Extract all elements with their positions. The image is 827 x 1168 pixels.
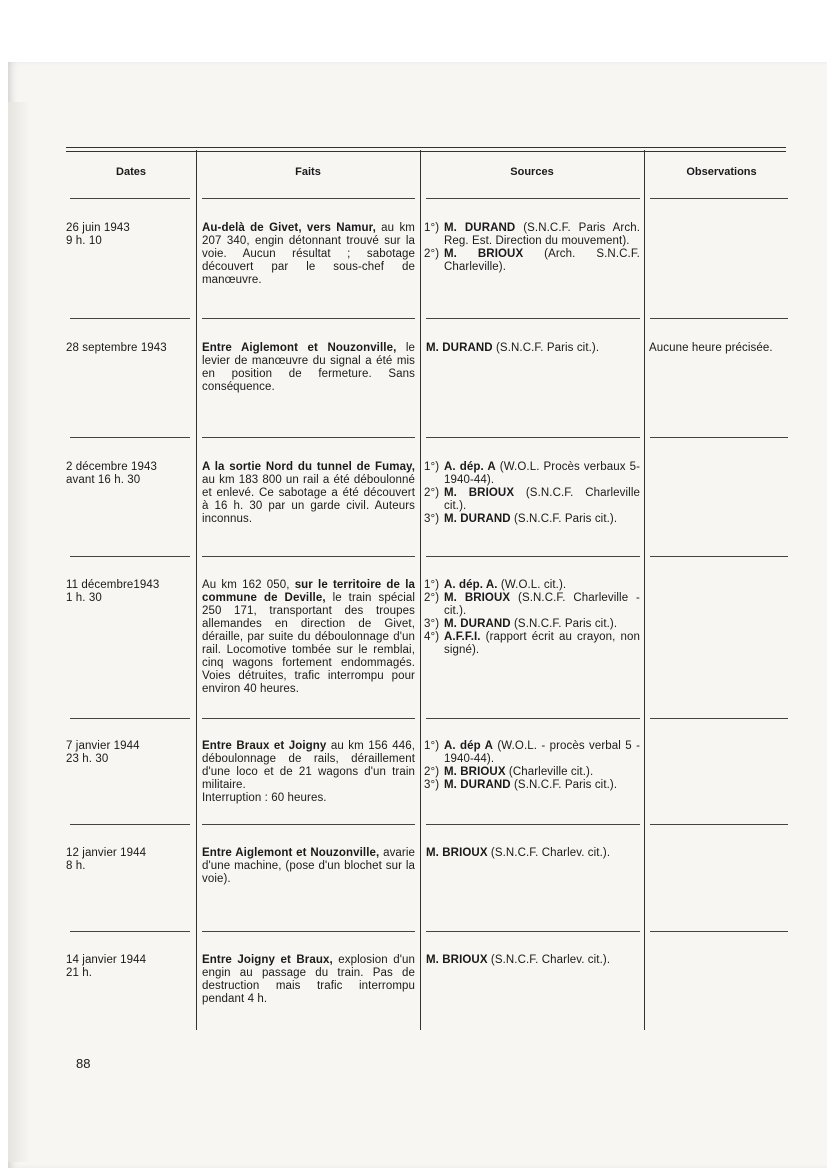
source-item (424, 248, 640, 274)
column-divider-3 (644, 150, 645, 1030)
table-row-date (66, 222, 192, 248)
row-separator-line (426, 824, 640, 825)
row-separator-line (202, 318, 415, 319)
table-row-sources (426, 847, 642, 860)
time-text: 9 h. 10 (66, 235, 102, 247)
source-detail: (S.N.C.F. Paris cit.). (510, 779, 618, 791)
page-gutter (8, 102, 30, 1162)
place-text: Entre Braux et Joigny (202, 740, 327, 752)
row-separator-line (650, 931, 788, 932)
source-name: M. DURAND (444, 222, 516, 234)
source-number: 1°) (424, 579, 440, 591)
source-detail: (W.O.L. Procès verbaux 5-1940-44). (444, 461, 640, 486)
row-separator-line (650, 556, 788, 557)
row-separator-line (70, 931, 190, 932)
place-text: Au-delà de Givet, vers Namur, (202, 222, 376, 234)
time-text: 8 h. (66, 860, 86, 872)
place-text: A la sortie Nord du tunnel de Fumay, (202, 461, 415, 473)
source-item (424, 631, 640, 657)
table-row-faits (202, 847, 415, 886)
row-separator-line (202, 824, 415, 825)
event-text: au km 156 446, déboulonnage de rails, déraillement d'une loco et de 21 wagons d'un train militaire. (202, 740, 415, 791)
source-item (424, 592, 640, 618)
date-text: 11 décembre1943 (66, 579, 160, 591)
table-row-faits (202, 222, 415, 287)
header-sources: Sources (510, 166, 554, 178)
source-number: 3°) (424, 513, 440, 525)
source-name: M. BRIOUX (426, 954, 488, 966)
source-name: M. DURAND (444, 779, 511, 791)
event-text: au km 207 340, engin détonnant trouvé sur la voie. Aucun résultat ; sabotage découvert par le sous-chef de manœuvre. (202, 222, 415, 286)
row-separator-line (426, 318, 640, 319)
source-number: 4°) (424, 631, 440, 643)
table-row-date (66, 740, 192, 766)
source-item (424, 766, 640, 779)
source-name: A. dép. A (444, 461, 496, 473)
row-separator-line (426, 437, 640, 438)
event-text: le levier de manœuvre du signal a été mis en position de fermeture. Sans conséquence. (202, 342, 416, 393)
place-text: Entre Aiglemont et Nouzonville, (202, 847, 380, 859)
date-text: 26 juin 1943 (66, 222, 130, 234)
source-detail: (S.N.C.F. Paris cit.). (492, 342, 600, 354)
table-top-rule (66, 147, 786, 148)
source-detail: (rapport écrit au crayon, non signé). (444, 631, 640, 656)
row-separator-line (426, 931, 640, 932)
row-separator-line (650, 824, 788, 825)
source-name: M. DURAND (444, 513, 511, 525)
source-detail: (S.N.C.F. Charlev. cit.). (487, 847, 611, 859)
row-separator-line (70, 556, 190, 557)
row-separator-line (70, 318, 190, 319)
event-text: explosion d'un engin au passage du train. Pas de destruction mais trafic interrompu pendant 4 h. (202, 954, 415, 1005)
date-text: 14 janvier 1944 (66, 954, 147, 966)
source-number: 2°) (424, 487, 440, 499)
row-separator-line (70, 198, 190, 199)
source-detail: (S.N.C.F. Paris Arch. Reg. Est. Direction du mouvement). (444, 222, 641, 247)
row-separator-line (70, 437, 190, 438)
row-separator-line (202, 556, 415, 557)
source-name: M. BRIOUX (444, 248, 524, 260)
source-number: 1°) (424, 461, 440, 473)
column-divider-1 (196, 150, 197, 1030)
page-number: 88 (76, 1056, 91, 1071)
time-text: avant 16 h. 30 (66, 474, 141, 486)
row-separator-line (650, 437, 788, 438)
source-detail: (S.N.C.F. Paris cit.). (510, 618, 618, 630)
source-number: 1°) (424, 222, 440, 234)
row-separator-line (70, 824, 190, 825)
source-detail: (S.N.C.F. Charleville cit.). (444, 487, 640, 512)
source-item (424, 461, 640, 487)
source-item (424, 779, 640, 792)
source-number: 1°) (424, 740, 440, 752)
date-text: 12 janvier 1944 (66, 847, 147, 859)
table-row-sources (424, 222, 640, 274)
table-top-rule-double (66, 151, 786, 152)
source-number: 3°) (424, 618, 440, 630)
time-text: 1 h. 30 (66, 592, 102, 604)
source-item (424, 487, 640, 513)
table-row-sources (424, 579, 640, 657)
table-row-faits (202, 740, 415, 805)
source-name: A.F.F.I. (444, 631, 481, 643)
source-number: 3°) (424, 779, 440, 791)
source-number: 2°) (424, 766, 440, 778)
source-detail: (W.O.L. - procès verbal 5 - 1940-44). (444, 740, 641, 765)
row-separator-line (650, 198, 788, 199)
row-separator-line (650, 318, 788, 319)
table-row-faits (202, 579, 415, 696)
table-row-sources (424, 740, 640, 792)
source-detail: (Charleville cit.). (505, 766, 594, 778)
row-separator-line (202, 931, 415, 932)
date-text: 28 septembre 1943 (66, 342, 167, 354)
event-text: au km 183 800 un rail a été déboulonné et enlevé. Ce sabotage a été découvert à 16 h. 30 par un garde civil. Auteurs inconnus. (202, 474, 415, 525)
interruption-text: Interruption : 60 heures. (202, 792, 327, 804)
table-row-observations: Aucune heure précisée. (649, 342, 773, 354)
event-text: avarie d'une machine, (pose d'un blochet sur la voie). (202, 847, 416, 885)
table-row-faits (202, 954, 415, 1006)
date-text: 7 janvier 1944 (66, 740, 140, 752)
place-text: Entre Aiglemont et Nouzonville, (202, 342, 397, 354)
source-item (424, 618, 640, 631)
place-text: sur le territoire de la commune de Deville, (202, 579, 415, 604)
source-name: M. BRIOUX (444, 487, 515, 499)
source-name: A. dép A (444, 740, 494, 752)
place-text: Entre Joigny et Braux, (202, 954, 333, 966)
date-text: 2 décembre 1943 (66, 461, 158, 473)
table-row-sources (426, 342, 642, 355)
row-separator-line (202, 437, 415, 438)
row-separator-line (426, 556, 640, 557)
source-detail: (S.N.C.F. Charleville - cit.). (444, 592, 640, 617)
source-name: M. BRIOUX (444, 592, 511, 604)
source-item (424, 579, 640, 592)
source-detail: (Arch. S.N.C.F. Charleville). (444, 248, 640, 273)
event-intro-text: Au km 162 050, (202, 579, 295, 591)
table-row-faits (202, 342, 415, 394)
source-name: M. BRIOUX (444, 766, 506, 778)
row-separator-line (202, 718, 415, 719)
header-faits: Faits (295, 166, 321, 178)
source-item (424, 222, 640, 248)
source-detail: (S.N.C.F. Charlev. cit.). (487, 954, 611, 966)
source-item (424, 513, 640, 526)
table-row-sources (424, 461, 640, 526)
time-text: 23 h. 30 (66, 753, 109, 765)
row-separator-line (202, 198, 415, 199)
row-separator-line (70, 718, 190, 719)
source-detail: (S.N.C.F. Paris cit.). (510, 513, 618, 525)
source-name: M. DURAND (426, 342, 493, 354)
source-number: 2°) (424, 592, 440, 604)
source-detail: (W.O.L. cit.). (497, 579, 567, 591)
source-item (424, 740, 640, 766)
table-row-date (66, 954, 192, 980)
table-row-faits (202, 461, 415, 526)
table-row-date (66, 342, 196, 355)
table-row-date (66, 847, 192, 873)
row-separator-line (426, 198, 640, 199)
table-row-date (66, 461, 192, 487)
header-dates: Dates (116, 166, 146, 178)
column-divider-2 (420, 150, 421, 1030)
source-name: A. dép. A. (444, 579, 498, 591)
row-separator-line (650, 718, 788, 719)
source-name: M. DURAND (444, 618, 511, 630)
header-observations: Observations (686, 166, 757, 178)
table-row-date (66, 579, 192, 605)
table-row-sources (426, 954, 642, 967)
source-number: 2°) (424, 248, 440, 260)
time-text: 21 h. (66, 967, 93, 979)
source-name: M. BRIOUX (426, 847, 488, 859)
row-separator-line (426, 718, 640, 719)
event-text: le train spécial 250 171, transportant des troupes allemandes en direction de Givet, déraille, par suite du déboulonnage d'un rail. Locomotive tombée sur le remblai, cinq wagons fortement endommagés. Voies détruites, trafic interrompu pour environ 40 heures. (202, 592, 415, 695)
